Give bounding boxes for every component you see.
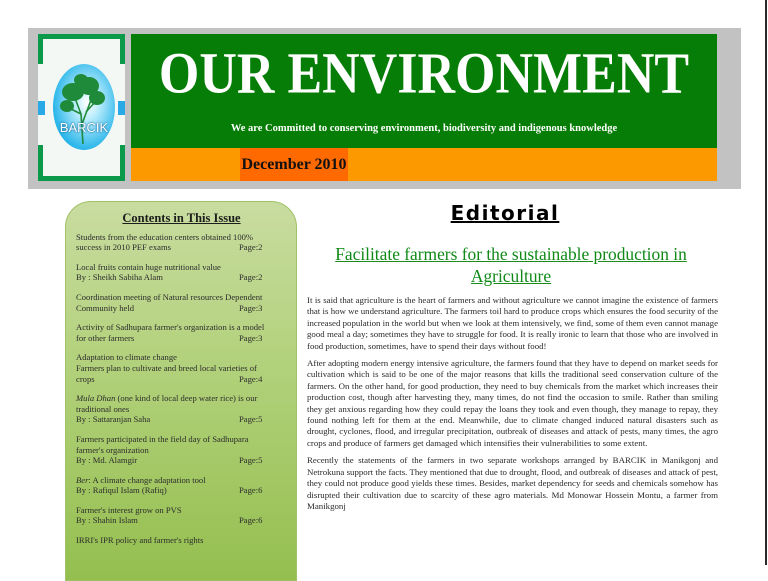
article-paragraph: It is said that agriculture is the heart of farmers and without agriculture we cannot imagine the existence of farmers that is how we understand agriculture. The farmers toil hard to produce crops which ensures the food security of the increased population in the world but when we look at them intensively, we find, some of them even cannot manage good meal a day; sometimes they have to struggle for food. It is really ironic to learn that those who are involved in food production, sometimes, have to spend their days without food! [307, 295, 718, 351]
toc-page: Page:3 [239, 302, 263, 313]
toc-title: traditional ones [76, 403, 130, 414]
article-headline: Facilitate farmers for the sustainable production in Agriculture [335, 244, 687, 286]
date-strip [131, 148, 717, 181]
toc-page: Page:4 [239, 373, 263, 384]
toc-subline: for other farmers [76, 332, 135, 343]
masthead-banner [28, 28, 741, 189]
section-heading: Editorial [450, 201, 560, 225]
toc-item[interactable] [76, 434, 287, 466]
toc-author: By : Sheikh Sabiha Alam [76, 272, 163, 283]
toc-item[interactable] [76, 393, 287, 425]
toc-item[interactable] [76, 322, 287, 343]
article-paragraph: After adopting modern energy intensive agriculture, the farmers found that they have to depend on market seeds for cultivation which is said to be one of the major reasons that kills the traditional seed conservation culture of the farmers. On the other hand, for good production, they need to buy chemicals from the market which increases their production cost, though after harvesting they, many times, do not find the occasion to smile. Rather than smiling they get anxious regarding how they could repay the loans they took and even though, they manage to repay, they found nothing left for them at the end. Meanwhile, due to climate changed induced natural disasters such as drought, cyclones, flood, and irregular precipitation, outbreak of diseases and attack of pests, many times, the agro crops and produce of farmers get damaged which intensifies their vulnerabilities to some extent. [307, 358, 718, 448]
toc-title: farmer's organization [76, 444, 149, 455]
toc-page: Page:5 [239, 414, 263, 425]
toc-page: Page:5 [239, 455, 263, 466]
article-body [307, 295, 718, 518]
toc-author: By : Sattaranjan Saha [76, 414, 151, 425]
toc-item[interactable] [76, 232, 287, 253]
barcik-logo [38, 34, 125, 181]
toc-page: Page:2 [239, 272, 263, 283]
toc-item[interactable] [76, 505, 287, 526]
toc-title: Coordination meeting of Natural resources Dependent [76, 291, 263, 302]
toc-title: : A climate change adaptation tool [88, 474, 206, 485]
toc-subline: success in 2010 PEF exams [76, 242, 172, 253]
toc-page: Page:6 [239, 485, 263, 496]
toc-page: Page:2 [239, 242, 263, 253]
toc-page: Page:3 [239, 332, 263, 343]
toc-title: (one kind of local deep water rice) is our [115, 393, 258, 404]
contents-box [65, 201, 297, 581]
newsletter-title: OUR ENVIRONMENT [158, 42, 690, 107]
contents-heading: Contents in This Issue [122, 211, 241, 225]
page-edge-rule [765, 0, 767, 565]
title-block [131, 34, 717, 148]
issue-date: December 2010 [240, 148, 348, 181]
article-paragraph: Recently the statements of the farmers in two separate workshops arranged by BARCIK in Manikgonj and Netrokuna support the facts. They mentioned that due to drought, flood, and outbreak of diseases and attack of pest, they could not produce good yields these times. Besides, market dependency for seeds and chemicals somehow has disrupted their cultivation due to scarcity of these agro materials. Md Monowar Hossein Montu, a farmer from Manikgonj [307, 455, 718, 511]
tagline: We are Committed to conserving environment, biodiversity and indigenous knowledge [230, 123, 618, 134]
toc-author: By : Shahin Islam [76, 515, 138, 526]
logo-text: BARCIK [59, 120, 109, 135]
toc-item[interactable] [76, 352, 287, 384]
toc-title: IRRI's IPR policy and farmer's rights [76, 535, 204, 546]
toc-subline: Community held [76, 302, 135, 313]
toc-author: By : Md. Alamgir [76, 455, 138, 466]
toc-author: By : Rafiqul Islam (Rafiq) [76, 485, 167, 496]
toc-item[interactable] [76, 475, 287, 496]
toc-title: Activity of Sadhupara farmer's organization is a model [76, 322, 265, 333]
toc-title: Farmer's interest grow on PVS [76, 504, 182, 515]
toc-subline: crops [76, 373, 95, 384]
toc-item[interactable] [76, 292, 287, 313]
toc-title: Farmers plan to cultivate and breed local varieties of [76, 362, 257, 373]
tree-icon [53, 64, 115, 150]
toc-italic-term: Mula Dhan [76, 393, 116, 404]
toc-item[interactable] [76, 262, 287, 283]
toc-title: Students from the education centers obtained 100% [76, 231, 254, 242]
toc-item[interactable] [76, 535, 287, 546]
toc-page: Page:6 [239, 515, 263, 526]
toc-title: Farmers participated in the field day of Sadhupara [76, 433, 249, 444]
toc-title: Local fruits contain huge nutritional value [76, 261, 221, 272]
toc-italic-term: Ber [76, 474, 89, 485]
globe-icon [53, 64, 115, 150]
toc-title: Adaptation to climate change [76, 352, 177, 363]
